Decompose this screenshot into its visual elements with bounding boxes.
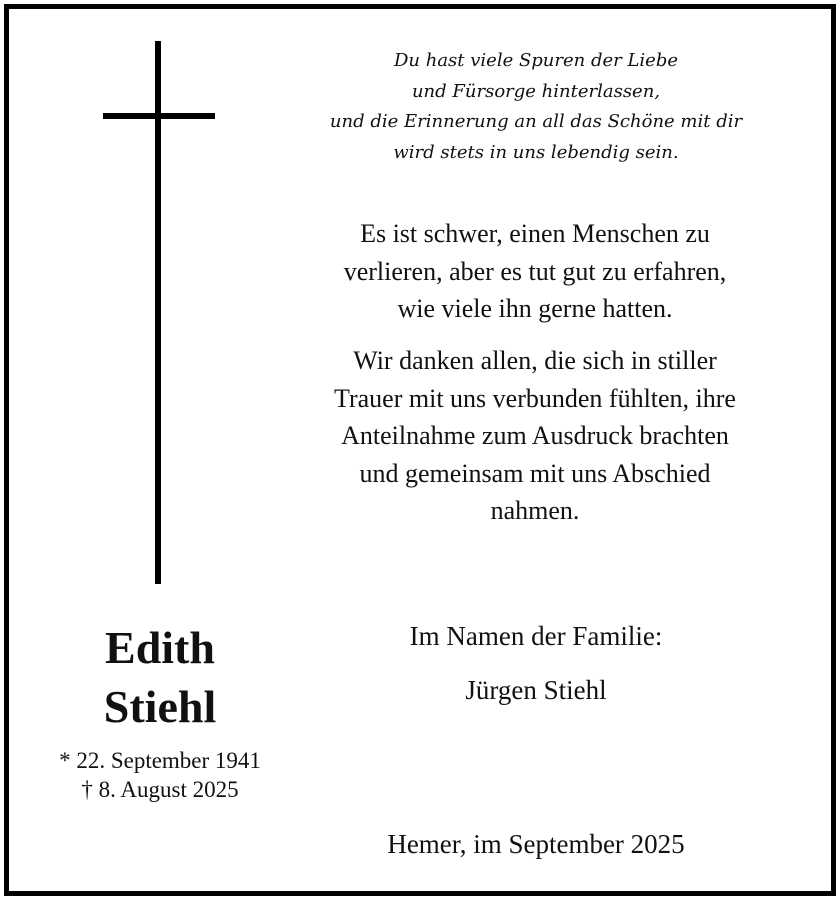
birth-date: * 22. September 1941 <box>59 748 261 773</box>
poem-line: und die Erinnerung an all das Schöne mit dir <box>329 111 743 132</box>
memorial-poem <box>300 46 772 168</box>
message-line: und gemeinsam mit uns Abschied <box>359 458 711 488</box>
place-and-date: Hemer, im September 2025 <box>387 829 685 859</box>
family-label: Im Namen der Familie: <box>409 621 663 651</box>
life-dates <box>30 746 290 804</box>
deceased-name <box>30 618 290 736</box>
message-line: nahmen. <box>490 496 580 525</box>
message-paragraph-2 <box>270 342 800 530</box>
message-line: wie viele ihn gerne hatten. <box>397 294 673 323</box>
poem-line: und Fürsorge hinterlassen, <box>411 80 661 102</box>
cross-vertical-bar <box>155 41 161 584</box>
death-date: † 8. August 2025 <box>81 777 239 802</box>
message-line: Trauer mit uns verbunden fühlten, ihre <box>334 383 736 413</box>
message-line: Wir danken allen, die sich in stiller <box>353 346 717 375</box>
poem-line: Du hast viele Spuren der Liebe <box>393 50 679 71</box>
deceased-first-name: Edith <box>105 622 215 673</box>
message-line: Es ist schwer, einen Menschen zu <box>360 219 710 248</box>
message-line: verlieren, aber es tut gut zu erfahren, <box>343 256 727 286</box>
deceased-last-name: Stiehl <box>103 681 217 732</box>
message-paragraph-1 <box>270 215 800 328</box>
cross-horizontal-bar <box>103 113 215 119</box>
poem-line: wird stets in uns lebendig sein. <box>393 141 679 163</box>
message-line: Anteilnahme zum Ausdruck brachten <box>341 421 729 450</box>
family-member-name: Jürgen Stiehl <box>465 675 607 705</box>
